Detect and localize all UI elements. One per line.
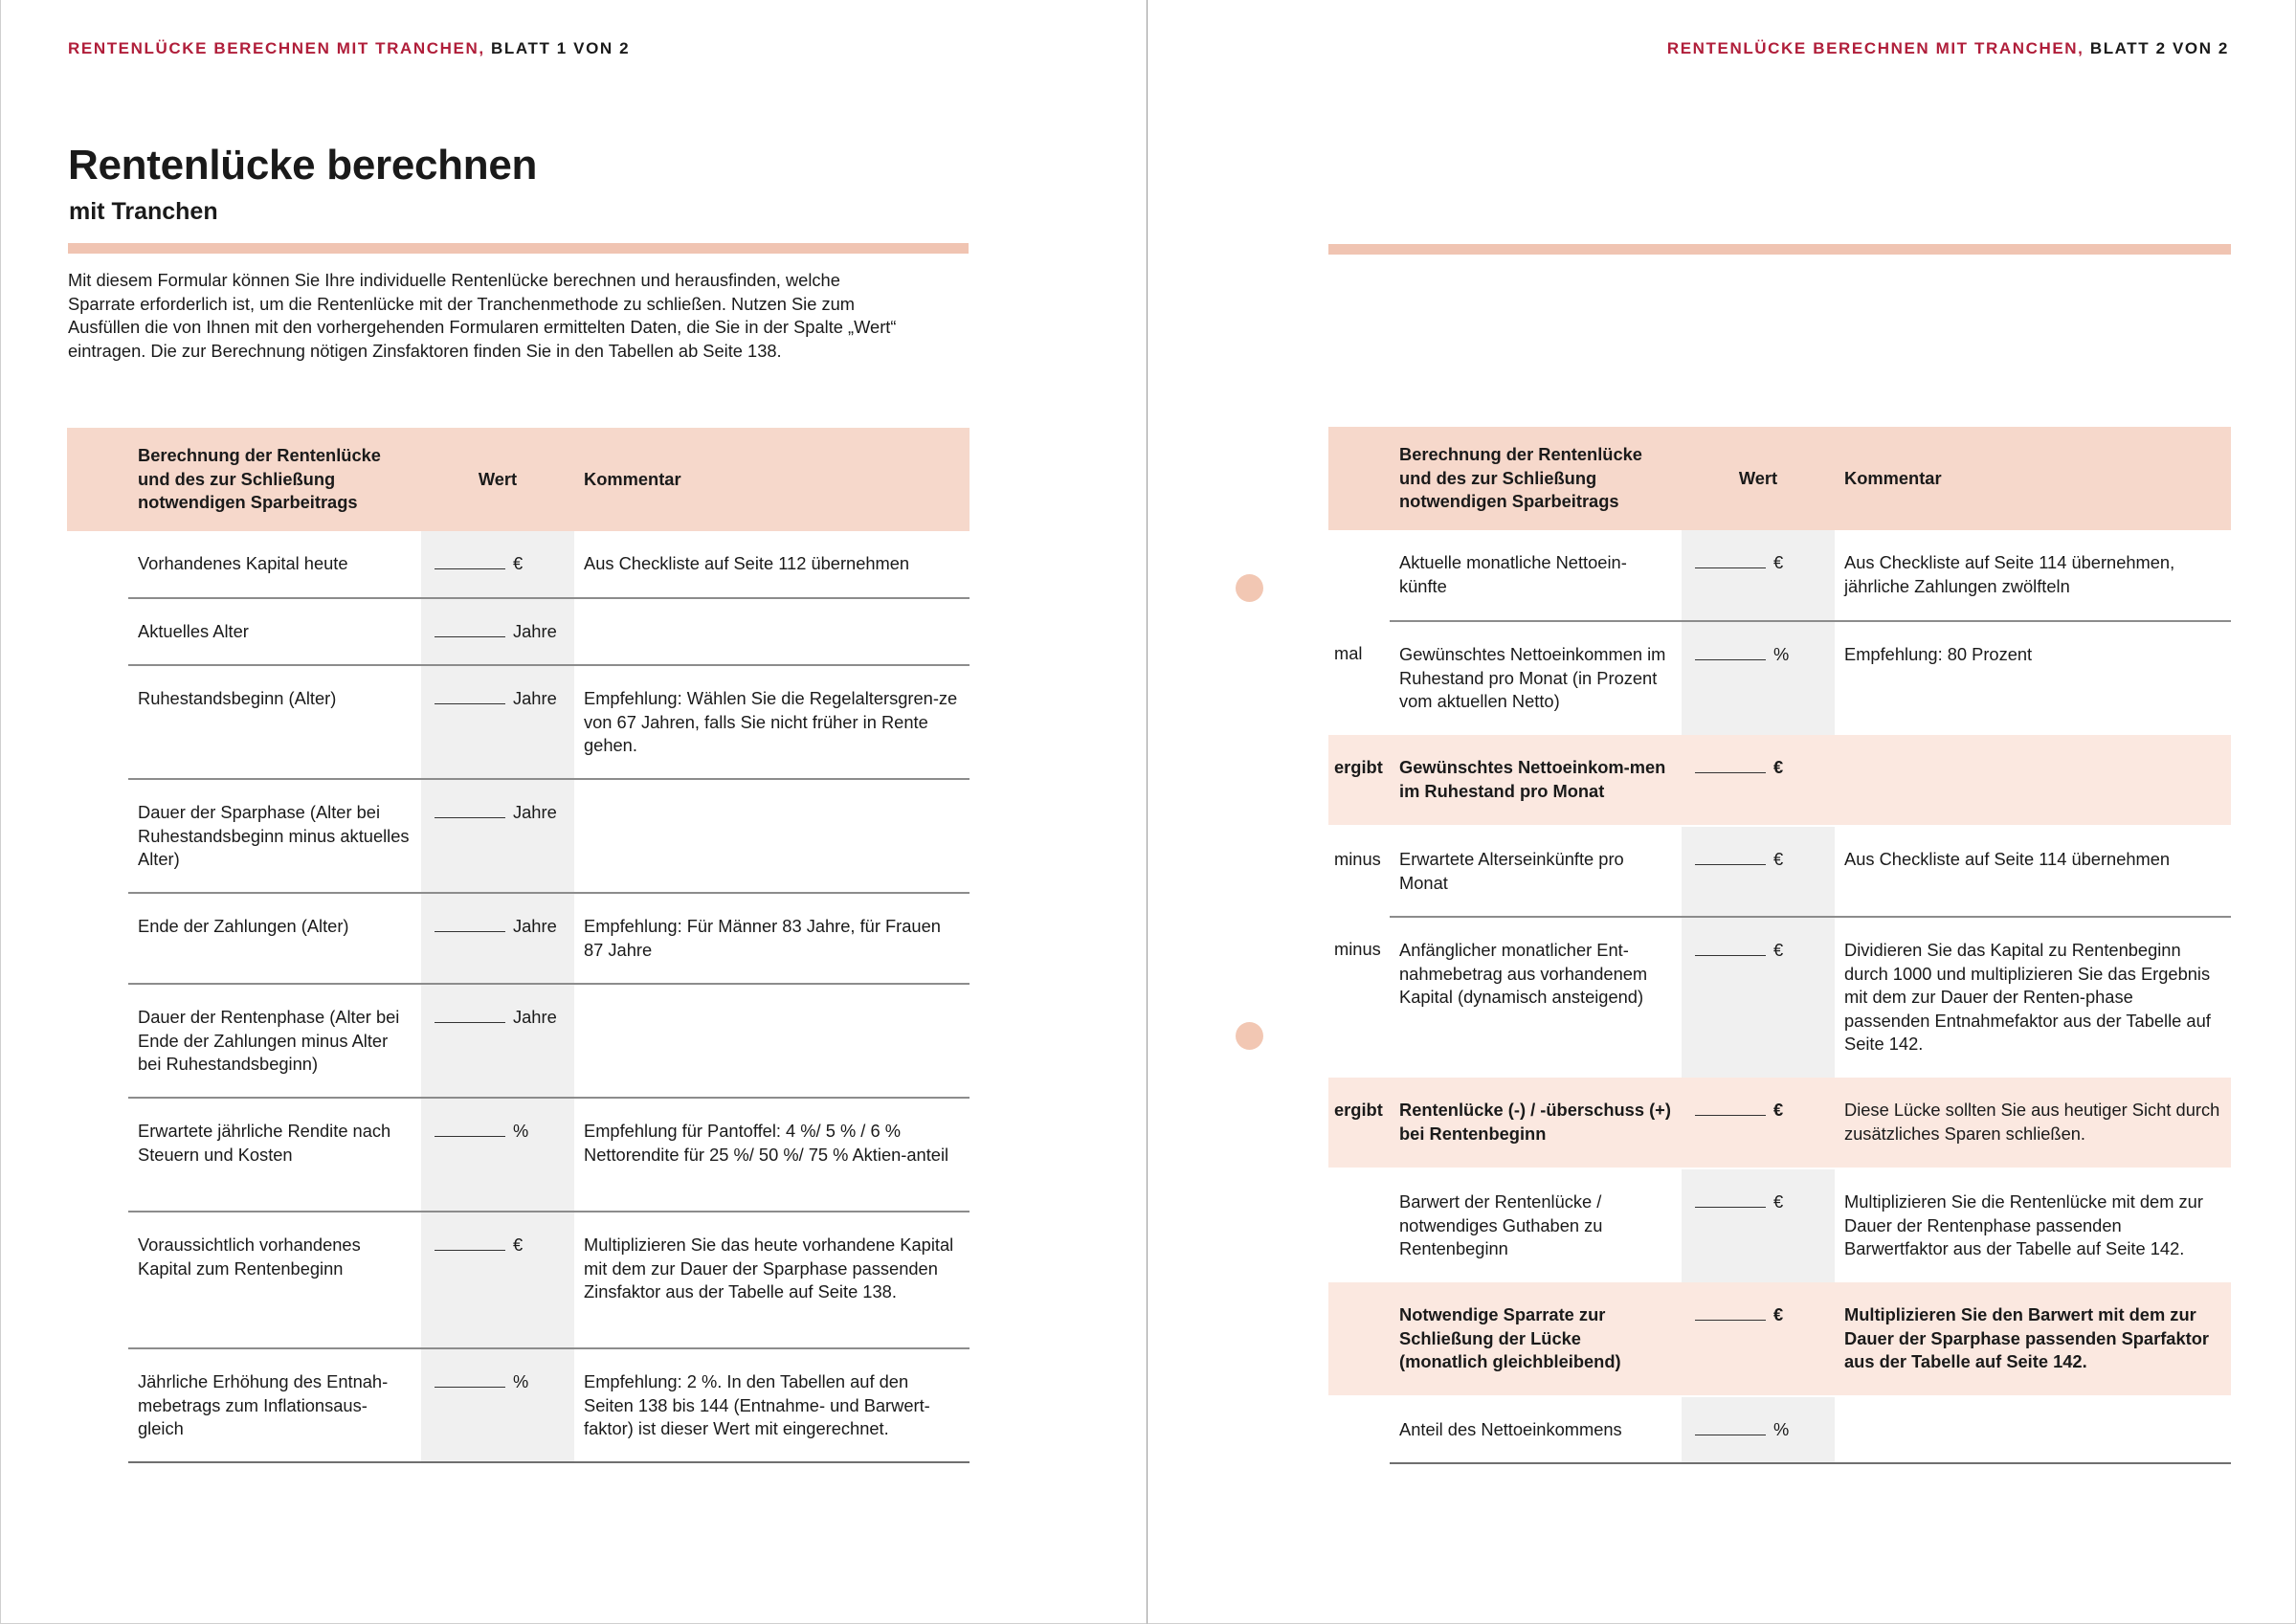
value-blank-line[interactable] [1695, 850, 1766, 865]
row-comment: Multiplizieren Sie die Rentenlücke mit dem zur Dauer der Rentenphase passenden Barwertfaktor aus der Tabelle auf Seite 142. [1844, 1191, 2203, 1259]
row-value-field[interactable] [421, 1098, 574, 1212]
header-comment: Kommentar [1835, 427, 2231, 530]
row-value-field[interactable] [1682, 917, 1835, 1078]
table-row [1328, 735, 2231, 826]
row-operator [67, 665, 128, 779]
intro-text: Mit diesem Formular können Sie Ihre individuelle Rentenlücke berechnen und herausfinden, welche Sparrate erforderlich ist, um die Rentenlücke mit der Tranchenmethode zu schließen. Nutzen Sie zum Ausfüllen die von Ihnen mit den vorhergehenden Formularen ermittelten Daten, die Sie in der Spalte „Wert“ eintragen. Die zur Berechnung nötigen Zinsfaktoren finden Sie in den Tabellen ab Seite 138. [68, 270, 897, 361]
row-label: Gewünschtes Nettoeinkom-men im Ruhestand pro Monat [1390, 735, 1682, 826]
table-row [67, 531, 970, 598]
value-unit: Jahre [513, 916, 557, 936]
table-row [67, 1098, 970, 1212]
row-comment [574, 779, 970, 893]
row-value-field[interactable] [421, 779, 574, 893]
value-unit: € [1773, 1304, 1784, 1324]
row-value-field[interactable] [421, 1348, 574, 1462]
page-title: Rentenlücke berechnen [68, 142, 538, 189]
table-row [1328, 1282, 2231, 1396]
value-unit: Jahre [513, 621, 557, 641]
row-label: Aktuelle monatliche Nettoein-künfte [1390, 530, 1682, 621]
running-head-title: RENTENLÜCKE BERECHNEN MIT TRANCHEN, [68, 39, 485, 57]
row-comment: Empfehlung: Für Männer 83 Jahre, für Frauen 87 Jahre [574, 893, 970, 984]
row-value-field[interactable] [421, 984, 574, 1098]
value-blank-line[interactable] [1695, 645, 1766, 660]
row-label: Voraussichtlich vorhandenes Kapital zum Rentenbeginn [128, 1212, 421, 1348]
value-unit: % [513, 1371, 529, 1391]
row-value-field[interactable] [1682, 1282, 1835, 1396]
row-operator [67, 531, 128, 598]
value-unit: % [513, 1121, 529, 1141]
header-label: Berechnung der Rentenlücke und des zur Schließung notwendigen Sparbeitrags [1390, 427, 1682, 530]
row-operator [1328, 530, 1390, 621]
value-unit: € [513, 1235, 524, 1255]
table-row [67, 984, 970, 1098]
table-row [1328, 917, 2231, 1078]
row-operator: ergibt [1328, 735, 1390, 826]
table-row [1328, 1168, 2231, 1282]
row-value-field[interactable] [1682, 530, 1835, 621]
accent-bar [68, 243, 969, 254]
row-value-field[interactable] [1682, 735, 1835, 826]
value-blank-line[interactable] [435, 1372, 505, 1388]
value-unit: € [1773, 552, 1784, 572]
value-unit: Jahre [513, 802, 557, 822]
value-blank-line[interactable] [1695, 1420, 1766, 1435]
table-row [1328, 1396, 2231, 1463]
table-row [1328, 530, 2231, 621]
header-wert: Wert [1682, 427, 1835, 530]
row-comment: Empfehlung: 80 Prozent [1844, 644, 2033, 664]
table-row [1328, 1078, 2231, 1168]
row-label: Anteil des Nettoeinkommens [1390, 1396, 1682, 1463]
row-value-field[interactable] [421, 531, 574, 598]
value-blank-line[interactable] [435, 622, 505, 637]
row-label: Erwartete jährliche Rendite nach Steuern und Kosten [128, 1098, 421, 1212]
row-comment: Aus Checkliste auf Seite 112 übernehmen [574, 531, 970, 598]
table-header [1328, 427, 2231, 530]
row-value-field[interactable] [421, 893, 574, 984]
row-value-field[interactable] [421, 665, 574, 779]
running-head-sheet: BLATT 2 VON 2 [2084, 39, 2229, 57]
row-operator: mal [1334, 643, 1363, 663]
punch-hole-bottom [1236, 1022, 1263, 1050]
row-operator [67, 779, 128, 893]
row-operator [67, 1348, 128, 1462]
row-operator [67, 1098, 128, 1212]
value-blank-line[interactable] [435, 1235, 505, 1251]
value-unit: € [1773, 1100, 1784, 1120]
row-value-field[interactable] [421, 1212, 574, 1348]
row-comment: Dividieren Sie das Kapital zu Rentenbeginn durch 1000 und multiplizieren Sie das Ergebnis mit dem zur Dauer der Renten-phase passenden Entnahmefaktor aus der Tabelle auf Seite 142. [1844, 940, 2211, 1055]
row-value-field[interactable] [1682, 621, 1835, 735]
row-comment: Aus Checkliste auf Seite 114 übernehmen [1835, 826, 2231, 917]
row-label: Barwert der Rentenlücke / notwendiges Guthaben zu Rentenbeginn [1399, 1191, 1603, 1259]
punch-hole-top [1236, 574, 1263, 602]
row-comment [574, 984, 970, 1098]
row-label: Rentenlücke (-) / -überschuss (+) bei Rentenbeginn [1390, 1078, 1682, 1168]
row-comment: Empfehlung: 2 %. In den Tabellen auf den Seiten 138 bis 144 (Entnahme- und Barwert-faktor) ist dieser Wert mit eingerechnet. [574, 1348, 970, 1462]
running-head-left [68, 39, 630, 58]
value-blank-line[interactable] [435, 803, 505, 818]
table-row [67, 665, 970, 779]
value-unit: % [1773, 1419, 1790, 1439]
header-label: Berechnung der Rentenlücke und des zur Schließung notwendigen Sparbeitrags [128, 428, 421, 531]
row-value-field[interactable] [1682, 1078, 1835, 1168]
table-row [67, 1212, 970, 1348]
running-head-title: RENTENLÜCKE BERECHNEN MIT TRANCHEN, [1666, 39, 2084, 57]
row-operator: minus [1334, 849, 1381, 869]
value-blank-line[interactable] [1695, 758, 1766, 773]
row-operator [1328, 1282, 1390, 1396]
value-blank-line[interactable] [1695, 553, 1766, 568]
running-head-right [1667, 39, 2229, 58]
row-operator: minus [1334, 939, 1381, 959]
value-blank-line[interactable] [435, 917, 505, 932]
value-unit: € [1773, 1191, 1784, 1212]
calc-table-left [67, 428, 970, 1463]
header-comment: Kommentar [574, 428, 970, 531]
row-value-field[interactable] [1682, 826, 1835, 917]
value-unit: € [1773, 849, 1784, 869]
value-unit: Jahre [513, 1007, 557, 1027]
row-comment [1835, 735, 2231, 826]
row-label: Gewünschtes Nettoeinkommen im Ruhestand pro Monat (in Prozent vom aktuellen Netto) [1399, 644, 1666, 712]
header-wert: Wert [421, 428, 574, 531]
row-value-field[interactable] [1682, 1168, 1835, 1282]
row-label: Erwartete Alterseinkünfte pro Monat [1390, 826, 1682, 917]
row-comment [574, 598, 970, 665]
row-operator [67, 984, 128, 1098]
row-operator [67, 893, 128, 984]
value-unit: % [1773, 644, 1790, 664]
value-unit: € [513, 553, 524, 573]
row-operator [67, 1212, 128, 1348]
table-row [67, 1348, 970, 1462]
table-row [67, 779, 970, 893]
header-op [67, 428, 128, 531]
row-comment: Aus Checkliste auf Seite 114 übernehmen, jährliche Zahlungen zwölfteln [1835, 530, 2231, 621]
table-header [67, 428, 970, 531]
row-label: Dauer der Sparphase (Alter bei Ruhestandsbeginn minus aktuelles Alter) [128, 779, 421, 893]
row-label: Jährliche Erhöhung des Entnah-mebetrags zum Inflationsaus-gleich [128, 1348, 421, 1462]
value-blank-line[interactable] [1695, 941, 1766, 956]
value-blank-line[interactable] [1695, 1101, 1766, 1116]
table-row [1328, 826, 2231, 917]
page-right [1148, 0, 2296, 1624]
value-blank-line[interactable] [435, 689, 505, 704]
row-comment: Diese Lücke sollten Sie aus heutiger Sicht durch zusätzliches Sparen schließen. [1835, 1078, 2231, 1168]
row-label: Vorhandenes Kapital heute [128, 531, 421, 598]
row-comment: Empfehlung für Pantoffel: 4 %/ 5 % / 6 % Nettorendite für 25 %/ 50 %/ 75 % Aktien-anteil [574, 1098, 970, 1212]
value-blank-line[interactable] [435, 1008, 505, 1023]
row-label: Ruhestandsbeginn (Alter) [128, 665, 421, 779]
header-op [1328, 427, 1390, 530]
running-head-sheet: BLATT 1 VON 2 [484, 39, 631, 57]
row-value-field[interactable] [1682, 1396, 1835, 1463]
value-unit: € [1773, 757, 1784, 777]
row-operator [67, 598, 128, 665]
page-subtitle: mit Tranchen [69, 198, 218, 225]
value-blank-line[interactable] [1695, 1305, 1766, 1321]
row-comment: Multiplizieren Sie das heute vorhandene Kapital mit dem zur Dauer der Sparphase passenden Zinsfaktor aus der Tabelle auf Seite 138. [574, 1212, 970, 1348]
calc-table-right [1328, 427, 2231, 1464]
table-row [67, 893, 970, 984]
row-label: Aktuelles Alter [128, 598, 421, 665]
row-label: Ende der Zahlungen (Alter) [128, 893, 421, 984]
value-blank-line[interactable] [435, 554, 505, 569]
row-label: Dauer der Rentenphase (Alter bei Ende der Zahlungen minus Alter bei Ruhestandsbeginn) [128, 984, 421, 1098]
row-comment: Multiplizieren Sie den Barwert mit dem zur Dauer der Sparphase passenden Sparfaktor aus der Tabelle auf Seite 142. [1835, 1282, 2231, 1396]
value-unit: € [1773, 940, 1784, 960]
row-operator [1328, 1168, 1390, 1282]
row-label: Anfänglicher monatlicher Ent-nahmebetrag aus vorhandenem Kapital (dynamisch ansteigend) [1399, 940, 1648, 1008]
row-operator: ergibt [1328, 1078, 1390, 1168]
row-label: Notwendige Sparrate zur Schließung der Lücke (monatlich gleichbleibend) [1390, 1282, 1682, 1396]
value-blank-line[interactable] [435, 1122, 505, 1137]
value-blank-line[interactable] [1695, 1192, 1766, 1208]
row-comment: Empfehlung: Wählen Sie die Regelaltersgren-ze von 67 Jahren, falls Sie nicht früher in Rente gehen. [574, 665, 970, 779]
row-value-field[interactable] [421, 598, 574, 665]
table-row [67, 598, 970, 665]
value-unit: Jahre [513, 688, 557, 708]
row-operator [1328, 1396, 1390, 1463]
table-row [1328, 621, 2231, 735]
accent-bar [1328, 244, 2231, 255]
row-comment [1835, 1396, 2231, 1463]
